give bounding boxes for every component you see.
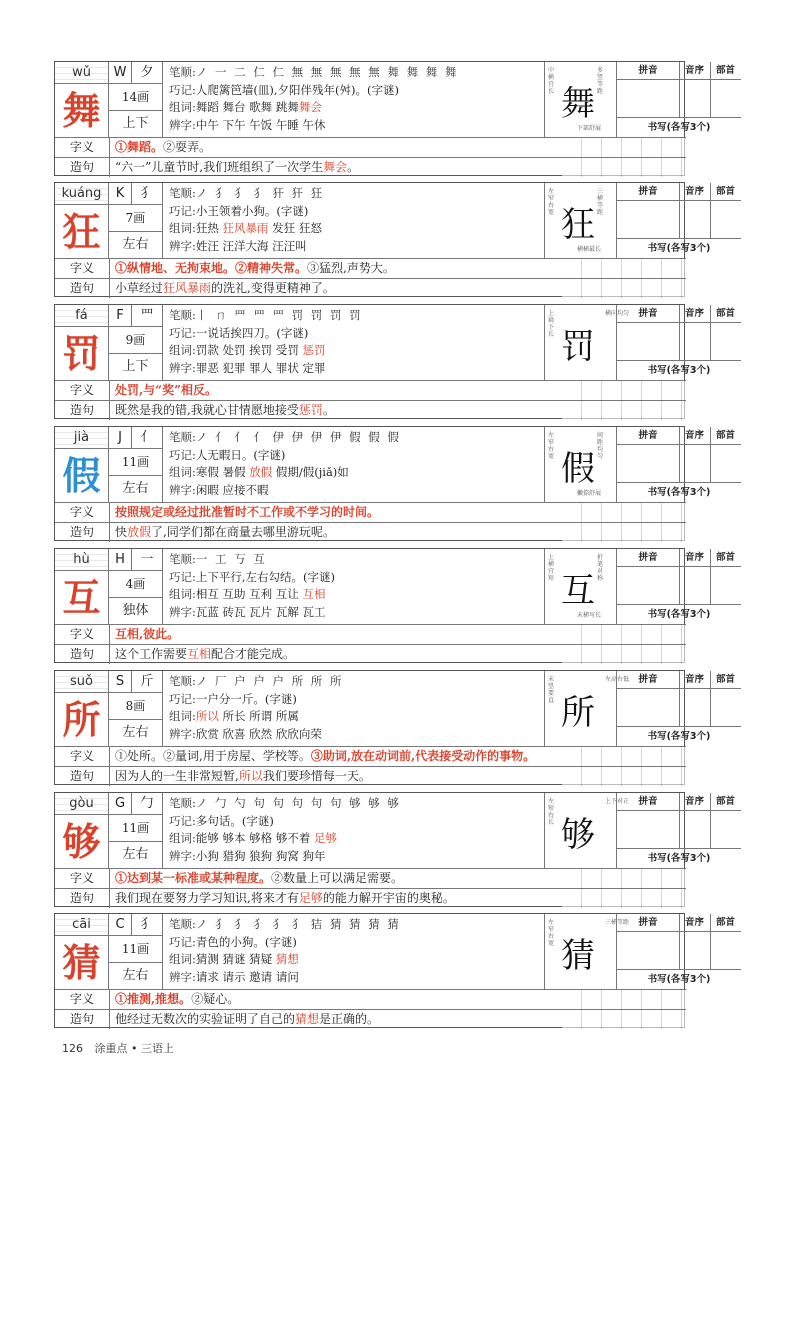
main-character: 所 [55,693,109,746]
meaning-highlight: ③助词,放在动词前,代表接受动作的事物。 [310,749,536,763]
meaning-highlight: 处罚,与“奖”相反。 [115,383,217,397]
word-list: 能够 够本 够格 够不着 [195,831,314,845]
stroke-count: 11画 [109,936,162,963]
stroke-count: 11画 [109,815,162,842]
guide-character: 互 [561,571,595,611]
write-header: 书写(各写3个) [617,969,741,990]
practice-area[interactable] [616,671,740,746]
order-header: 音序 [679,183,711,201]
pinyin-header: 拼音 [617,793,680,811]
radical-box[interactable] [710,688,741,726]
radical-header: 部首 [710,793,741,811]
word-highlight: 互相 [302,587,326,601]
pinyin-label: hù [55,549,109,571]
stroke-count: 9画 [109,327,162,354]
mnemonic-text: 一户分一斤。(字谜) [195,691,297,706]
write-box-2[interactable] [562,279,686,298]
writing-tip: 末竖要直 [548,676,555,704]
similar-words: 瓦蓝 砖瓦 瓦片 瓦解 瓦工 [195,604,326,619]
character-structure: 左右 [122,968,149,983]
initial-letter: C [109,914,132,936]
order-box[interactable] [679,688,711,726]
practice-area[interactable] [616,793,740,868]
pinyin-label: cāi [55,914,109,936]
radical-box[interactable] [710,810,741,848]
sentence-highlight: 足够 [298,891,323,905]
practice-area[interactable] [616,549,740,624]
pinyin-label: wǔ [55,62,109,84]
character-structure: 左右 [122,481,149,496]
mnemonic-text: 人无暇日。(字谜) [195,447,286,462]
character-card-7 [54,792,735,907]
main-character: 猜 [55,936,109,989]
meaning-content [115,259,395,278]
meaning-row: 字义 ①纵情地、无拘束地。②精神失常。③猛烈,声势大。 [55,258,686,278]
sentence-row: 造句 既然是我的错,我就心甘情愿地接受惩罚。 [55,400,686,420]
order-box[interactable] [679,810,711,848]
meaning-highlight: ①达到某一标准或某种程度。 [115,871,272,885]
meaning-content [115,381,217,400]
initial-letter: F [109,305,132,327]
character-structure: 左右 [122,237,149,252]
radical-header: 部首 [710,305,741,323]
stroke-order: ノ 勹 勺 句 句 句 句 句 够 够 够 [195,796,401,810]
practice-area[interactable] [616,427,740,502]
meaning-text: ②疑心。 [191,992,240,1006]
writing-tip: 上横宜短 [548,554,555,582]
similar-words: 姓汪 汪洋大海 汪汪叫 [195,238,307,253]
mnemonic-text: 一说话挨四刀。(字谜) [195,325,309,340]
pinyin-label: suǒ [55,671,109,693]
word-highlight: 所以 [195,709,219,723]
character-details: 笔顺:ノ 一 二 仁 仁 無 無 無 無 無 舞 舞 舞 舞 巧记:人爬篱笆墙(皿),夕阳伴残年(舛)。(字谜) 组词:舞蹈 舞台 歌舞 跳舞舞会 辨字:中午 下午 午饭 午睡 午休 [162,62,544,137]
guide-character: 猜 [561,936,595,976]
initial-letter: H [109,549,132,571]
write-box-2[interactable] [562,767,686,786]
page-footer [62,1040,174,1056]
word-highlight: 惩罚 [302,343,326,357]
writing-tip: 折笔对称 [597,554,604,582]
order-box[interactable] [679,444,711,482]
character-card-5 [54,548,735,663]
sentence-row: 造句 因为人的一生非常短暂,所以我们要珍惜每一天。 [55,766,686,786]
write-header: 书写(各写3个) [617,726,741,747]
write-box-1[interactable] [562,747,686,766]
pinyin-label: kuáng [55,183,109,205]
sentence-highlight: 舞会 [323,160,348,174]
sentence-content: “六一”儿童节时,我们班组织了一次学生舞会。 [115,160,360,174]
pinyin-box[interactable] [617,444,680,482]
write-box-2[interactable] [562,158,686,177]
character-details: 笔顺:ノ 亻 亻 亻 伊 伊 伊 伊 假 假 假 巧记:人无暇日。(字谜) 组词:寒假 暑假 放假 假期/假(jiǎ)如 辨字:闲暇 应接不暇 [162,427,544,502]
word-list: 相互 互助 互利 互让 [195,587,303,601]
character-structure: 左右 [122,725,149,740]
main-character: 互 [55,571,109,624]
character-details: 笔顺:ノ 厂 户 户 户 所 所 所 巧记:一户分一斤。(字谜) 组词:所以 所长 所谓 所属 辨字:欣赏 欣喜 欣然 欣欣向荣 [162,671,544,746]
meaning-content [115,869,403,888]
sentence-highlight: 惩罚 [298,403,323,417]
pinyin-label: jià [55,427,109,449]
write-box-2[interactable] [562,1010,686,1029]
character-details: 笔顺:ノ 犭 犭 犭 犭 犭 狤 猜 猜 猜 猜 巧记:青色的小狗。(字谜) 组词:猜测 猜谜 猜疑 猜想 辨字:请求 请示 邀请 请问 [162,914,544,989]
practice-area[interactable] [616,305,740,380]
writing-tip: 间距均匀 [597,432,604,460]
write-box-2[interactable] [562,401,686,420]
write-box-1[interactable] [562,138,686,157]
word-highlight: 舞会 [298,100,322,114]
order-box[interactable] [679,566,711,604]
writing-tip: 末横写长 [576,612,601,619]
word-highlight: 猜想 [275,952,299,966]
pinyin-box[interactable] [617,200,680,238]
write-header: 书写(各写3个) [617,238,741,259]
writing-guide [544,62,616,137]
guide-character: 假 [561,449,595,489]
similar-words: 中午 下午 午饭 午睡 午休 [195,117,326,132]
meaning-highlight: 互相,彼此。 [115,627,180,641]
pinyin-box[interactable] [617,810,680,848]
writing-guide [544,183,616,258]
meaning-highlight: ①纵情地、无拘束地。②精神失常。 [115,261,308,275]
meaning-row: 字义 按照规定或经过批准暂时不工作或不学习的时间。 [55,502,686,522]
order-header: 音序 [679,549,711,567]
meaning-content [115,747,535,766]
writing-guide [544,305,629,380]
order-box[interactable] [679,79,711,117]
meaning-content [115,990,239,1009]
writing-guide [544,427,616,502]
character-structure: 独体 [122,603,149,618]
pinyin-box[interactable] [617,322,680,360]
order-header: 音序 [679,62,711,80]
write-header: 书写(各写3个) [617,848,741,869]
initial-letter: G [109,793,132,815]
similar-words: 请求 请示 邀请 请问 [195,969,299,984]
guide-character: 舞 [561,84,595,124]
write-header: 书写(各写3个) [617,604,741,625]
radical-box[interactable] [710,79,741,117]
write-box-2[interactable] [562,889,686,908]
sentence-highlight: 所以 [238,769,263,783]
radical-box[interactable] [710,444,741,482]
guide-character: 罚 [561,327,595,367]
word-highlight: 足够 [314,831,337,845]
pinyin-header: 拼音 [617,549,680,567]
meaning-text: ①处所。②量词,用于房屋、学校等。 [115,749,311,763]
main-character: 够 [55,815,109,868]
pinyin-label: fá [55,305,109,327]
sentence-content: 既然是我的错,我就心甘情愿地接受惩罚。 [115,403,335,417]
meaning-text: ②耍弄。 [163,140,212,154]
mnemonic-text: 小王领着小狗。(字谜) [195,203,309,218]
stroke-order: ノ 亻 亻 亻 伊 伊 伊 伊 假 假 假 [195,430,401,444]
word-highlight: 狂风暴雨 [222,221,269,235]
pinyin-box[interactable] [617,566,680,604]
character-details: 笔顺:ノ 勹 勺 句 句 句 句 句 够 够 够 巧记:多句话。(字谜) 组词:能够 够本 够格 够不着 足够 辨字:小狗 猎狗 狼狗 狗窝 狗年 [162,793,544,868]
stroke-order: 丨 ㄇ 罒 罒 罒 罚 罚 罚 罚 [195,308,363,322]
character-structure: 左右 [122,847,149,862]
sentence-row: 造句 小草经过狂风暴雨的洗礼,变得更精神了。 [55,278,686,298]
meaning-highlight: 按照规定或经过批准暂时不工作或不学习的时间。 [115,505,380,519]
character-details: 笔顺:ノ 犭 犭 犭 犴 犴 狂 巧记:小王领着小狗。(字谜) 组词:狂热 狂风暴雨 发狂 狂怒 辨字:姓汪 汪洋大海 汪汪叫 [162,183,544,258]
radical-header: 部首 [710,427,741,445]
radical-header: 部首 [710,549,741,567]
page-number: 126 [62,1042,83,1055]
writing-tip: 横横最长 [576,246,601,253]
sentence-highlight: 狂风暴雨 [163,281,212,295]
writing-tip: 多竖等距 [597,67,604,95]
sentence-highlight: 放假 [127,525,152,539]
character-card-1 [54,61,735,176]
writing-guide [544,549,616,624]
write-box-1[interactable] [562,503,686,522]
order-header: 音序 [679,793,711,811]
write-header: 书写(各写3个) [617,482,741,503]
meaning-content [115,625,179,644]
stroke-order: ノ 一 二 仁 仁 無 無 無 無 無 舞 舞 舞 舞 [195,65,459,79]
sentence-content: 小草经过狂风暴雨的洗礼,变得更精神了。 [115,281,335,295]
pinyin-header: 拼音 [617,305,680,323]
character-card-4 [54,426,735,541]
stroke-order: 一 工 丂 互 [195,552,267,566]
meaning-row: 字义 ①舞蹈。②耍弄。 [55,137,686,157]
radical-glyph: 亻 [132,427,162,449]
sentence-row: 造句 我们现在要努力学习知识,将来才有足够的能力解开宇宙的奥秘。 [55,888,686,908]
writing-tip: 上扁下长 [548,310,555,338]
order-header: 音序 [679,914,711,932]
stroke-order: ノ 犭 犭 犭 犴 犴 狂 [195,186,325,200]
meaning-row: 字义 互相,彼此。 [55,624,686,644]
radical-header: 部首 [710,183,741,201]
write-box-1[interactable] [562,259,686,278]
write-header: 书写(各写3个) [617,117,741,138]
main-character: 罚 [55,327,109,380]
similar-words: 小狗 猎狗 狼狗 狗窝 狗年 [195,848,326,863]
mnemonic-text: 上下平行,左右勾结。(字谜) [195,569,336,584]
radical-glyph: 一 [132,549,162,571]
meaning-row: 字义 处罚,与“奖”相反。 [55,380,686,400]
stroke-count: 7画 [109,205,162,232]
meaning-row: 字义 ①推测,推想。②疑心。 [55,989,686,1009]
sentence-content: 因为人的一生非常短暂,所以我们要珍惜每一天。 [115,769,371,783]
initial-letter: K [109,183,132,205]
writing-tip: 左窄右宽 [548,919,555,947]
word-list: 猜测 猜谜 猜疑 [195,952,276,966]
practice-area[interactable] [616,183,740,258]
character-card-6 [54,670,735,785]
radical-box[interactable] [710,566,741,604]
sentence-content: 我们现在要努力学习知识,将来才有足够的能力解开宇宙的奥秘。 [115,891,455,905]
writing-guide [544,793,629,868]
order-box[interactable] [679,200,711,238]
writing-tip: 左短右长 [548,798,555,826]
order-header: 音序 [679,427,711,445]
pinyin-label: gòu [55,793,109,815]
writing-tip: 撇捺舒展 [576,490,601,497]
initial-letter: W [109,62,132,84]
writing-tip: 横向均匀 [604,310,629,317]
writing-tip: 左窄右宽 [548,188,555,216]
radical-box[interactable] [710,931,741,969]
pinyin-box[interactable] [617,688,680,726]
pinyin-header: 拼音 [617,62,680,80]
word-list-tail: 发狂 狂怒 [268,221,322,235]
writing-tip: 左高右低 [604,676,629,683]
radical-glyph: 犭 [132,914,162,936]
sentence-content: 他经过无数次的实验证明了自己的猜想是正确的。 [115,1012,380,1026]
pinyin-header: 拼音 [617,427,680,445]
stroke-order: ノ 犭 犭 犭 犭 犭 狤 猜 猜 猜 猜 [195,917,401,931]
write-box-2[interactable] [562,523,686,542]
write-box-1[interactable] [562,625,686,644]
meaning-row: 字义 ①处所。②量词,用于房屋、学校等。③助词,放在动词前,代表接受动作的事物。 [55,746,686,766]
guide-character: 狂 [561,205,595,245]
sentence-row: 造句 “六一”儿童节时,我们班组织了一次学生舞会。 [55,157,686,177]
stroke-count: 4画 [109,571,162,598]
word-list-tail: 假期/假(jiǎ)如 [272,465,349,479]
character-details: 笔顺:一 工 丂 互 巧记:上下平行,左右勾结。(字谜) 组词:相互 互助 互利 互让 互相 辨字:瓦蓝 砖瓦 瓦片 瓦解 瓦工 [162,549,544,624]
character-structure: 上下 [122,359,149,374]
word-list: 寒假 暑假 [195,465,250,479]
radical-header: 部首 [710,914,741,932]
main-character: 舞 [55,84,109,137]
meaning-highlight: ①舞蹈。 [115,140,164,154]
word-list-tail: 所长 所谓 所属 [218,709,299,723]
practice-area[interactable] [616,62,740,137]
meaning-highlight: ①推测,推想。 [115,992,192,1006]
pinyin-header: 拼音 [617,183,680,201]
mnemonic-text: 人爬篱笆墙(皿),夕阳伴残年(舛)。(字谜) [195,82,399,97]
sentence-row: 造句 他经过无数次的实验证明了自己的猜想是正确的。 [55,1009,686,1029]
stroke-count: 11画 [109,449,162,476]
writing-tip: 下部舒展 [576,125,601,132]
writing-guide [544,671,629,746]
guide-character: 所 [561,693,595,733]
mnemonic-text: 多句话。(字谜) [195,813,274,828]
word-highlight: 放假 [249,465,273,479]
character-card-2 [54,182,735,297]
sentence-highlight: 猜想 [295,1012,320,1026]
main-character: 狂 [55,205,109,258]
write-box-2[interactable] [562,645,686,664]
similar-words: 欣赏 欣喜 欣然 欣欣向荣 [195,726,322,741]
order-header: 音序 [679,305,711,323]
radical-glyph: 斤 [132,671,162,693]
write-box-1[interactable] [562,381,686,400]
order-box[interactable] [679,931,711,969]
meaning-content [115,503,379,522]
meaning-text: ③猛烈,声势大。 [307,261,395,275]
writing-tip: 上下对正 [604,798,629,805]
word-list: 狂热 [195,221,223,235]
character-structure: 上下 [122,116,149,131]
radical-box[interactable] [710,200,741,238]
write-box-1[interactable] [562,990,686,1009]
radical-glyph: 夕 [132,62,162,84]
order-header: 音序 [679,671,711,689]
stroke-order: ノ 厂 户 户 户 所 所 所 [195,674,344,688]
practice-area[interactable] [616,914,740,989]
sentence-content: 这个工作需要互相配合才能完成。 [115,647,296,661]
initial-letter: S [109,671,132,693]
sentence-row: 造句 快放假了,同学们都在商量去哪里游玩呢。 [55,522,686,542]
write-box-1[interactable] [562,869,686,888]
pinyin-header: 拼音 [617,671,680,689]
sentence-content: 快放假了,同学们都在商量去哪里游玩呢。 [115,525,335,539]
pinyin-box[interactable] [617,79,680,117]
pinyin-box[interactable] [617,931,680,969]
radical-header: 部首 [710,671,741,689]
writing-tip: 中横宜长 [548,67,555,95]
radical-glyph: 犭 [132,183,162,205]
stroke-count: 8画 [109,693,162,720]
radical-box[interactable] [710,322,741,360]
meaning-text: ②数量上可以满足需要。 [271,871,404,885]
character-card-3 [54,304,735,419]
write-header: 书写(各写3个) [617,360,741,381]
radical-glyph: 罒 [132,305,162,327]
meaning-content [115,138,211,157]
word-list: 罚款 处罚 挨罚 受罚 [195,343,303,357]
initial-letter: J [109,427,132,449]
writing-guide [544,914,629,989]
radical-header: 部首 [710,62,741,80]
order-box[interactable] [679,322,711,360]
sentence-row: 造句 这个工作需要互相配合才能完成。 [55,644,686,664]
guide-character: 够 [561,815,595,855]
book-title: 涂重点 • 三语上 [94,1042,174,1055]
writing-tip: 三横等距 [604,919,629,926]
similar-words: 闲暇 应接不暇 [195,482,269,497]
stroke-count: 14画 [109,84,162,111]
character-card-8 [54,913,735,1028]
main-character: 假 [55,449,109,502]
writing-tip: 左窄右宽 [548,432,555,460]
character-details: 笔顺:丨 ㄇ 罒 罒 罒 罚 罚 罚 罚 巧记:一说话挨四刀。(字谜) 组词:罚款 处罚 挨罚 受罚 惩罚 辨字:罪恶 犯罪 罪人 罪状 定罪 [162,305,544,380]
word-list: 舞蹈 舞台 歌舞 跳舞 [195,100,299,114]
sentence-highlight: 互相 [187,647,212,661]
pinyin-header: 拼音 [617,914,680,932]
similar-words: 罪恶 犯罪 罪人 罪状 定罪 [195,360,326,375]
radical-glyph: 勹 [132,793,162,815]
mnemonic-text: 青色的小狗。(字谜) [195,934,297,949]
meaning-row: 字义 ①达到某一标准或某种程度。②数量上可以满足需要。 [55,868,686,888]
writing-tip: 三横等距 [597,188,604,216]
